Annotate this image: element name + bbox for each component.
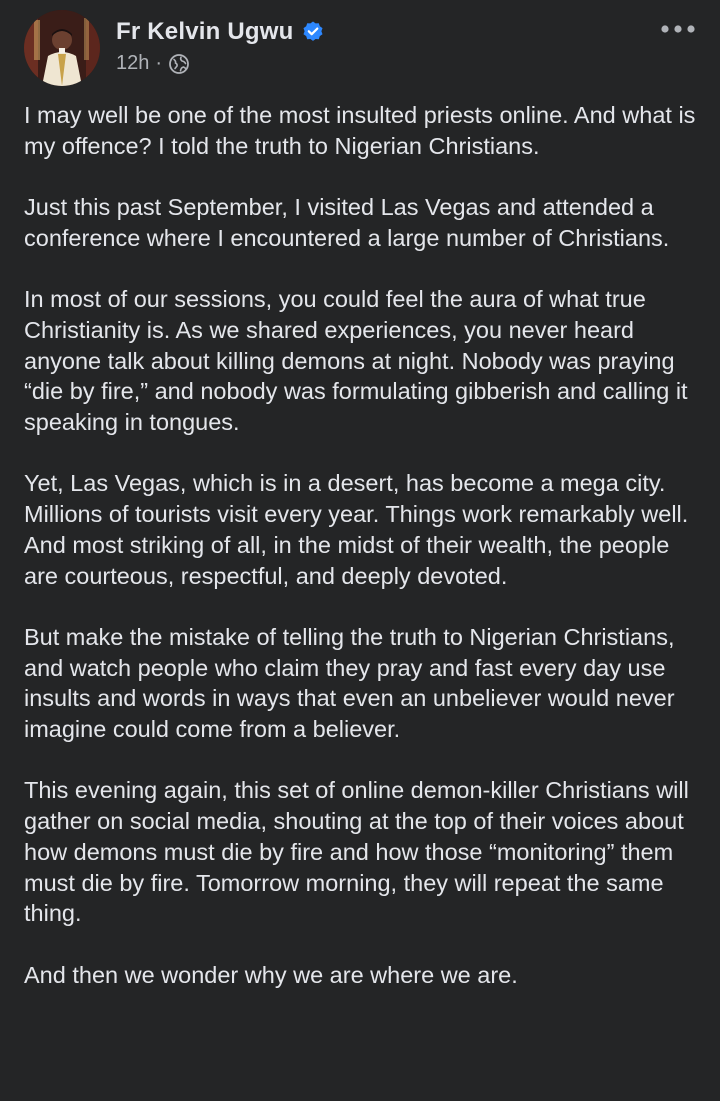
more-horizontal-icon <box>660 21 696 39</box>
post-paragraph: I may well be one of the most insulted priests online. And what is my offence? I told the truth to Nigerian Christians. <box>24 102 696 159</box>
more-options-button[interactable] <box>656 14 700 46</box>
post-paragraph: Just this past September, I visited Las Vegas and attended a conference where I encountered a large number of Christians. <box>24 194 670 251</box>
post-paragraph: This evening again, this set of online demon-killer Christians will gather on social media, shouting at the top of their voices about how demons must die by fire and how those “monitoring” them must die by fire. Tomorrow morning, they will repeat the same thing. <box>24 777 689 927</box>
post-body <box>24 100 704 1021</box>
post-meta <box>116 52 325 75</box>
post-paragraph: And then we wonder why we are where we are. <box>24 961 518 988</box>
avatar-image <box>24 10 100 86</box>
post-paragraph: Yet, Las Vegas, which is in a desert, has become a mega city. Millions of tourists visit every year. Things work remarkably well. And most striking of all, in the midst of their wealth, the people are courteous, respectful, and deeply devoted. <box>24 470 689 589</box>
post-paragraph: But make the mistake of telling the truth to Nigerian Christians, and watch people who claim they pray and fast every day use insults and words in ways that even an unbeliever would never imagine could come from a believer. <box>24 623 675 742</box>
meta-separator: · <box>155 52 163 74</box>
author-avatar[interactable] <box>24 10 100 86</box>
post-timestamp[interactable]: 12h <box>116 52 150 74</box>
verified-badge-icon <box>301 20 325 44</box>
post-header <box>24 10 696 88</box>
globe-icon[interactable] <box>168 53 190 75</box>
author-row <box>116 18 325 46</box>
author-name[interactable]: Fr Kelvin Ugwu <box>116 18 294 45</box>
author-info <box>116 18 325 75</box>
post-paragraph: In most of our sessions, you could feel the aura of what true Christianity is. As we shared experiences, you never heard anyone talk about killing demons at night. Nobody was praying “die by fire,” and nobody was formulating gibberish and calling it speaking in tongues. <box>24 286 688 435</box>
